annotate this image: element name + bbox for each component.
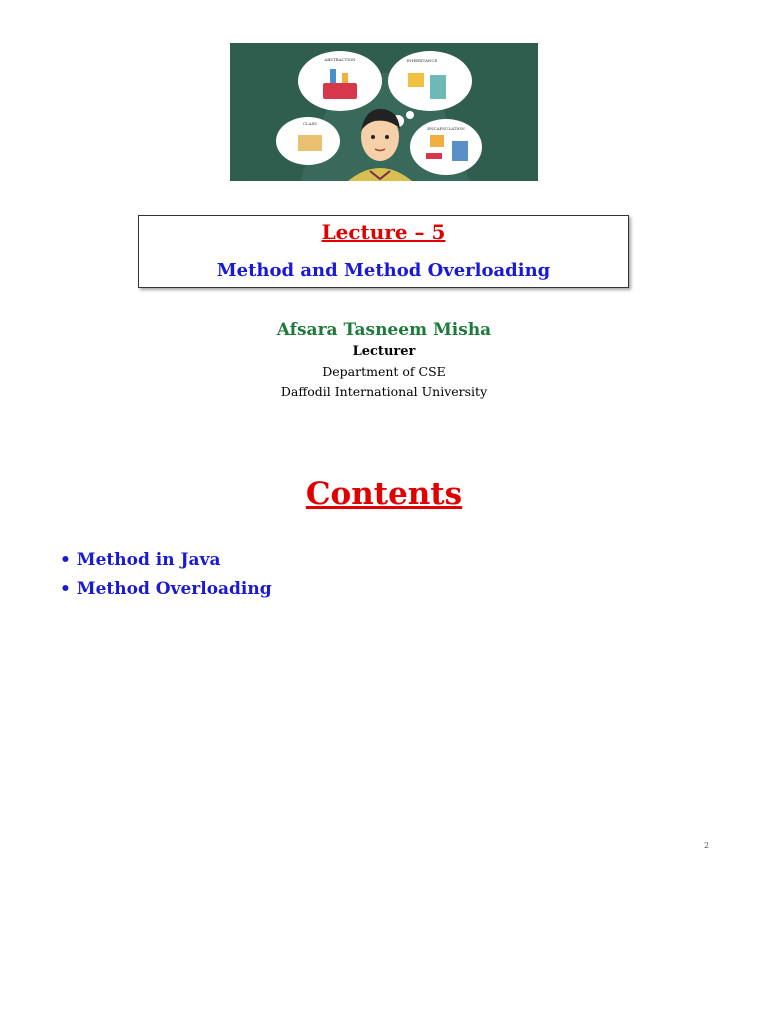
bubble-label-class: CLASS: [302, 121, 318, 126]
author-department: Department of CSE: [322, 364, 446, 379]
author-name: Afsara Tasneem Misha: [276, 320, 492, 340]
page-number: 2: [704, 841, 710, 850]
bubble-abstraction: [298, 51, 382, 111]
contents-item: • Method Overloading: [60, 579, 272, 599]
author-university: Daffodil International University: [280, 384, 488, 399]
bubble-label-abstraction: ABSTRACTION: [324, 57, 356, 62]
banner-illustration: [230, 43, 538, 181]
banner-graphic: [230, 43, 538, 181]
bubble-class: [276, 117, 340, 165]
contents-list: [60, 548, 272, 606]
bubble-inheritance: [388, 51, 472, 111]
contents-heading: Contents: [305, 476, 463, 512]
bubble-label-encapsulation: ENCAPSULATION: [427, 126, 465, 131]
author-role: Lecturer: [352, 344, 416, 359]
lecture-title: Method and Method Overloading: [216, 260, 551, 281]
bubble-label-inheritance: INHERITANCE: [406, 58, 438, 63]
lecture-title-box: [138, 215, 629, 288]
bubble-encapsulation: [410, 119, 482, 175]
contents-item: • Method in Java: [60, 550, 221, 570]
lecture-number: Lecture – 5: [321, 220, 446, 244]
